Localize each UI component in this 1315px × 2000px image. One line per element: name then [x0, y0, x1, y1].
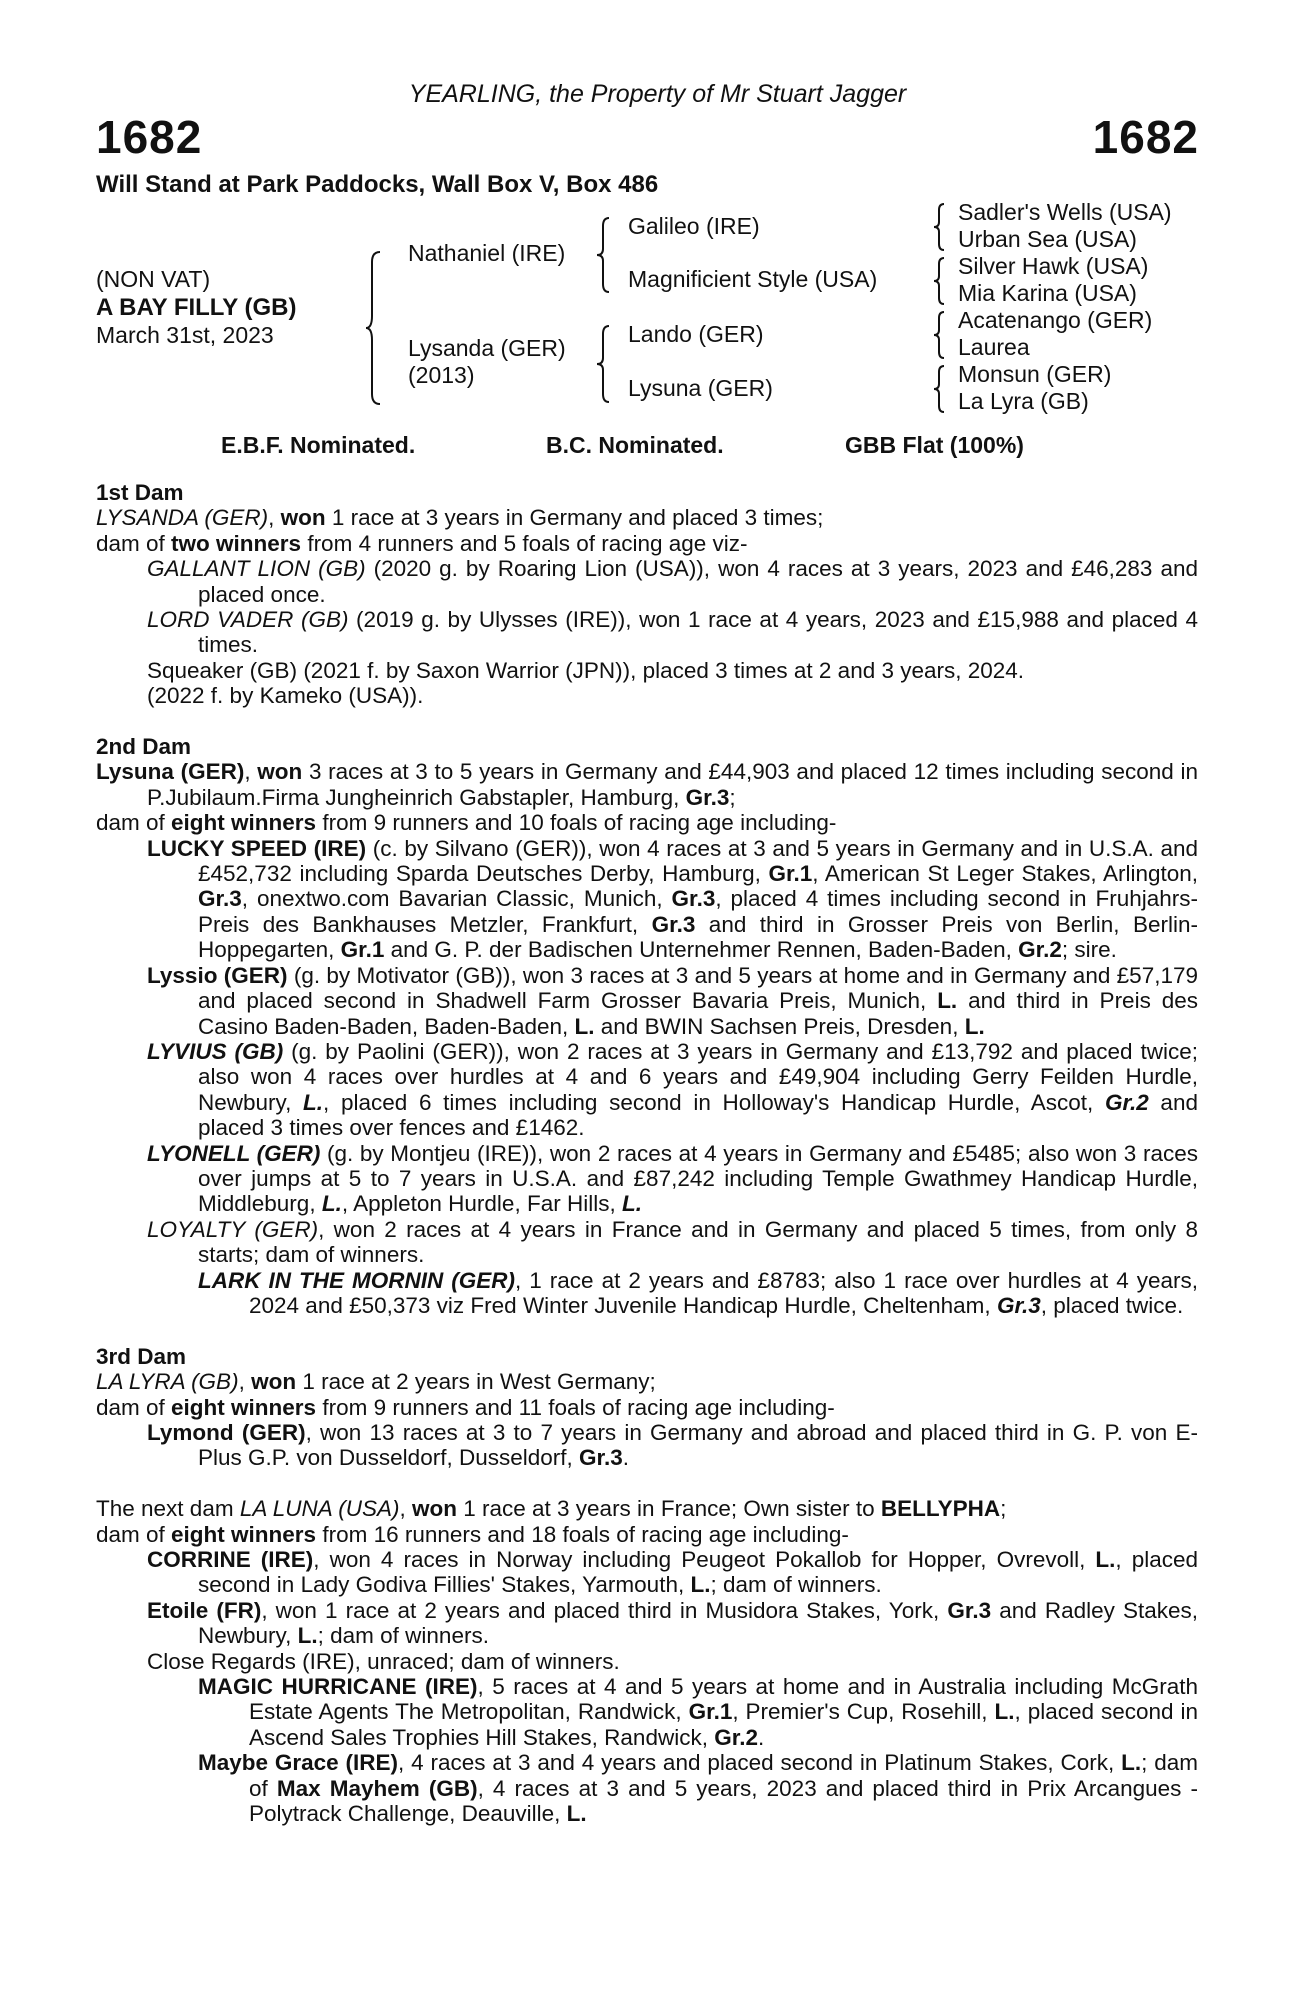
- emphasis-text: CORRINE (IRE): [147, 1547, 314, 1573]
- section-title: 1st Dam: [96, 480, 184, 505]
- lot-number-right: 1682: [1092, 111, 1199, 163]
- emphasis-text: L.: [621, 1191, 642, 1217]
- entry-text: ,: [399, 1496, 412, 1522]
- record-entry: [96, 1649, 1198, 1674]
- emphasis-text: won: [251, 1369, 297, 1395]
- emphasis-text: LA LUNA (USA): [239, 1496, 400, 1522]
- emphasis-text: Gr.3: [947, 1597, 992, 1623]
- emphasis-text: Gr.1: [688, 1699, 733, 1725]
- record-entry: [96, 556, 1198, 607]
- record-entry: [96, 1420, 1198, 1471]
- stand-location: Will Stand at Park Paddocks, Wall Box V, Box 486: [96, 171, 659, 198]
- entry-text: ;: [729, 784, 736, 810]
- record-entry: [96, 1217, 1198, 1268]
- gbb-flat: GBB Flat (100%): [845, 432, 1024, 458]
- emphasis-text: Etoile (FR): [147, 1597, 262, 1623]
- entry-text: and third in Grosser Preis von Berlin, Berlin-Hoppegarten,: [198, 911, 1198, 963]
- vat-status: (NON VAT): [96, 266, 211, 292]
- entry-text: Close Regards (IRE), unraced; dam of winners.: [147, 1648, 620, 1674]
- emphasis-text: Gr.3: [671, 886, 716, 912]
- emphasis-text: L.: [574, 1013, 595, 1039]
- entry-text: , won 13 races at 3 to 7 years in Germany and abroad and placed third in G. P. von E-Plus G.P. von Dusseldorf, Dusseldorf,: [198, 1420, 1199, 1471]
- ancestor: La Lyra (GB): [958, 388, 1089, 414]
- record-entry: [96, 658, 1198, 683]
- entry-text: , placed second in Ascend Sales Trophies Hill Stakes, Randwick,: [249, 1699, 1198, 1750]
- emphasis-text: MAGIC HURRICANE (IRE): [198, 1674, 478, 1700]
- dam-section: [96, 480, 1198, 709]
- entry-text: ; dam of winners.: [317, 1623, 489, 1649]
- produce-record: [96, 480, 1198, 1852]
- entry-text: , 1 race at 2 years and £8783; also 1 race over hurdles at 4 years, 2024 and £50,373 viz Fred Winter Juvenile Handicap Hurdle, Cheltenham,: [249, 1267, 1198, 1318]
- entry-text: (2020 g. by Roaring Lion (USA)), won 4 races at 3 years, 2023 and £46,283 and placed once.: [198, 556, 1199, 607]
- emphasis-text: two winners: [171, 530, 302, 556]
- emphasis-text: LOYALTY (GER): [147, 1216, 319, 1242]
- entry-text: ; dam of: [249, 1750, 1198, 1801]
- record-entry: [96, 531, 1198, 556]
- emphasis-text: won: [257, 759, 303, 785]
- entry-text: , placed twice.: [1040, 1292, 1184, 1318]
- emphasis-text: won: [280, 505, 326, 531]
- record-entry: [96, 1395, 1198, 1420]
- record-entry: [96, 1674, 1198, 1750]
- emphasis-text: L.: [690, 1572, 711, 1598]
- record-entry: [96, 1039, 1198, 1141]
- entry-text: dam of: [96, 1521, 172, 1547]
- horse-name: A BAY FILLY (GB): [96, 294, 297, 321]
- entry-text: , won 2 races at 4 years in France and in Germany and placed 5 times, from only 8 starts; dam of winners.: [198, 1216, 1198, 1268]
- record-entry: [96, 759, 1198, 810]
- record-entry: [96, 836, 1198, 963]
- consignor-heading: YEARLING, the Property of Mr Stuart Jagger: [408, 80, 907, 108]
- emphasis-text: eight winners: [171, 1521, 317, 1547]
- ancestor: Monsun (GER): [958, 361, 1112, 387]
- emphasis-text: eight winners: [171, 1394, 317, 1420]
- record-entry: [96, 963, 1198, 1039]
- sire-sire: Galileo (IRE): [628, 213, 760, 239]
- emphasis-text: Gr.1: [768, 861, 813, 887]
- entry-text: , 5 races at 4 and 5 years at home and in Australia including McGrath Estate Agents The Metropolitan, Randwick,: [249, 1674, 1198, 1725]
- entry-text: ,: [268, 505, 281, 531]
- entry-text: .: [758, 1724, 765, 1750]
- emphasis-text: LUCKY SPEED (IRE): [147, 835, 367, 861]
- entry-text: (2022 f. by Kameko (USA)).: [147, 683, 424, 709]
- emphasis-text: L.: [964, 1013, 985, 1039]
- record-entry: [96, 1598, 1198, 1649]
- entry-text: 1 race at 3 years in France; Own sister to: [456, 1496, 881, 1522]
- emphasis-text: L.: [1095, 1547, 1116, 1573]
- entry-text: , placed 4 times including second in Fruhjahrs-Preis des Bankhauses Metzler, Frankfurt,: [198, 886, 1198, 937]
- emphasis-text: L.: [303, 1089, 324, 1115]
- emphasis-text: Gr.2: [1018, 937, 1062, 963]
- entry-text: from 9 runners and 11 foals of racing age including-: [316, 1394, 835, 1420]
- entry-text: from 16 runners and 18 foals of racing age including-: [316, 1521, 849, 1547]
- entry-text: Squeaker (GB) (2021 f. by Saxon Warrior (JPN)), placed 3 times at 2 and 3 years, 2024.: [147, 657, 1025, 683]
- entry-text: (g. by Motivator (GB)), won 3 races at 3 and 5 years at home and in Germany and £57,179 and placed second in Shadwell Farm Grosser Bavaria Preis, Munich,: [198, 962, 1198, 1014]
- entry-text: and Radley Stakes, Newbury,: [198, 1597, 1198, 1649]
- emphasis-text: LYVIUS (GB): [147, 1038, 284, 1064]
- dam-sire: Lando (GER): [628, 321, 764, 347]
- dam-year: (2013): [408, 362, 475, 388]
- emphasis-text: Lymond (GER): [147, 1420, 306, 1445]
- emphasis-text: Gr.3: [996, 1292, 1041, 1318]
- brace-g3-4: [934, 364, 946, 414]
- entry-text: (g. by Paolini (GER)), won 2 races at 3 years in Germany and £13,792 and placed twice; also won 4 races over hurdles at 4 and 6 years and £49,904 including Gerry Feilden Hurdle, Newbury,: [198, 1038, 1198, 1115]
- dam-dam: Lysuna (GER): [628, 375, 773, 401]
- entry-text: dam of: [96, 1394, 172, 1420]
- record-entry: [96, 1369, 1198, 1394]
- lot-number-left: 1682: [96, 111, 203, 163]
- record-entry: [96, 1547, 1198, 1598]
- ancestor: Urban Sea (USA): [958, 226, 1137, 252]
- entry-text: and G. P. der Badischen Unternehmer Rennen, Baden-Baden,: [384, 937, 1019, 963]
- record-entry: [96, 607, 1198, 658]
- section-title: 3rd Dam: [96, 1343, 187, 1369]
- entry-text: ; dam of winners.: [710, 1572, 882, 1598]
- entry-text: (c. by Silvano (GER)), won 4 races at 3 and 5 years in Germany and in U.S.A. and £452,732 including Sparda Deutsches Derby, Hamburg,: [198, 835, 1198, 887]
- entry-text: ; sire.: [1061, 937, 1117, 963]
- emphasis-text: won: [411, 1496, 457, 1522]
- record-entry: [96, 683, 1198, 708]
- entry-text: , won 4 races in Norway including Peugeot Pokallob for Hopper, Ovrevoll,: [313, 1547, 1096, 1573]
- record-entry: [96, 1268, 1198, 1319]
- emphasis-text: BELLYPHA: [880, 1496, 1001, 1522]
- emphasis-text: Lyssio (GER): [147, 962, 288, 988]
- entry-text: 1 race at 3 years in Germany and placed 3 times;: [325, 505, 824, 531]
- ancestor: Silver Hawk (USA): [958, 253, 1149, 279]
- entry-text: from 4 runners and 5 foals of racing age viz-: [301, 530, 748, 556]
- emphasis-text: L.: [321, 1191, 342, 1217]
- entry-text: dam of: [96, 810, 172, 836]
- ancestor: Mia Karina (USA): [958, 280, 1137, 306]
- record-entry: [96, 505, 1198, 530]
- ebf-nomination: E.B.F. Nominated.: [221, 432, 416, 458]
- brace-sire: [597, 216, 611, 294]
- dam: Lysanda (GER): [408, 335, 566, 361]
- entry-text: , placed second in Lady Godiva Fillies' Stakes, Yarmouth,: [198, 1547, 1199, 1598]
- sire-dam: Magnificient Style (USA): [628, 266, 878, 292]
- entry-text: and placed 3 times over fences and £1462.: [198, 1089, 1198, 1141]
- entry-text: , 4 races at 3 and 4 years and placed second in Platinum Stakes, Cork,: [398, 1750, 1122, 1776]
- entry-text: 1 race at 2 years in West Germany;: [296, 1369, 656, 1395]
- entry-text: (g. by Montjeu (IRE)), won 2 races at 4 years in Germany and £5485; also won 3 races over jumps at 5 to 7 years in U.S.A. and £87,242 including Temple Gwathmey Handicap Hurdle, Middleburg,: [198, 1140, 1198, 1217]
- dam-section: [96, 1344, 1198, 1471]
- ancestor: Acatenango (GER): [958, 307, 1153, 333]
- ancestor: Sadler's Wells (USA): [958, 199, 1172, 225]
- entry-text: and third in Preis des Casino Baden-Baden, Baden-Baden,: [198, 988, 1198, 1039]
- entry-text: , 4 races at 3 and 5 years, 2023 and placed third in Prix Arcangues - Polytrack Challenge, Deauville,: [249, 1775, 1198, 1827]
- brace-dam: [597, 324, 611, 404]
- entry-text: , American St Leger Stakes, Arlington,: [812, 861, 1198, 887]
- entry-text: .: [622, 1445, 630, 1471]
- entry-text: (2019 g. by Ulysses (IRE)), won 1 race at 4 years, 2023 and £15,988 and placed 4 times.: [198, 607, 1198, 658]
- brace-g3-1: [934, 202, 946, 252]
- emphasis-text: Gr.3: [198, 886, 242, 912]
- entry-text: from 9 runners and 10 foals of racing age including-: [316, 810, 837, 836]
- entry-text: , placed 6 times including second in Holloway's Handicap Hurdle, Ascot,: [323, 1089, 1105, 1115]
- entry-text: , won 1 race at 2 years and placed third in Musidora Stakes, York,: [261, 1597, 948, 1623]
- entry-text: 3 races at 3 to 5 years in Germany and £44,903 and placed 12 times including second in P.Jubilaum.Firma Jungheinrich Gabstapler, Hamburg,: [147, 759, 1198, 810]
- emphasis-text: LYONELL (GER): [147, 1140, 321, 1166]
- emphasis-text: L.: [994, 1699, 1015, 1725]
- emphasis-text: Gr.3: [685, 784, 730, 810]
- emphasis-text: Max Mayhem (GB): [276, 1775, 478, 1801]
- emphasis-text: LARK IN THE MORNIN (GER): [198, 1267, 516, 1293]
- emphasis-text: LA LYRA (GB): [96, 1369, 239, 1395]
- entry-text: and BWIN Sachsen Preis, Dresden,: [594, 1013, 965, 1039]
- emphasis-text: L.: [566, 1801, 587, 1827]
- entry-text: ,: [238, 1369, 252, 1395]
- record-entry: [96, 1141, 1198, 1217]
- emphasis-text: Lysuna (GER): [96, 759, 245, 785]
- section-title: 2nd Dam: [96, 734, 192, 760]
- record-entry: [96, 1496, 1198, 1521]
- emphasis-text: Gr.1: [340, 937, 385, 963]
- entry-text: , Appleton Hurdle, Far Hills,: [341, 1191, 622, 1217]
- emphasis-text: Maybe Grace (IRE): [198, 1750, 399, 1776]
- entry-text: ;: [1000, 1496, 1007, 1522]
- emphasis-text: Gr.2: [1104, 1089, 1149, 1115]
- emphasis-text: Gr.2: [714, 1724, 758, 1750]
- brace-g3-3: [934, 310, 946, 360]
- brace-g3-2: [934, 256, 946, 306]
- record-entry: [96, 810, 1198, 835]
- entry-text: dam of: [96, 530, 172, 556]
- emphasis-text: L.: [937, 988, 958, 1014]
- emphasis-text: Gr.3: [579, 1445, 623, 1471]
- emphasis-text: Gr.3: [651, 911, 696, 937]
- brace-main: [366, 250, 382, 406]
- entry-text: The next dam: [96, 1496, 240, 1522]
- dam-section: [96, 1496, 1198, 1826]
- emphasis-text: L.: [1121, 1750, 1142, 1776]
- emphasis-text: L.: [297, 1623, 318, 1649]
- emphasis-text: LORD VADER (GB): [147, 607, 349, 633]
- ancestor: Laurea: [958, 334, 1030, 360]
- record-entry: [96, 1522, 1198, 1547]
- emphasis-text: LYSANDA (GER): [96, 505, 269, 531]
- sire: Nathaniel (IRE): [408, 240, 566, 266]
- record-entry: [96, 1750, 1198, 1826]
- foaling-date: March 31st, 2023: [96, 322, 274, 348]
- entry-text: ,: [244, 759, 258, 785]
- entry-text: , onextwo.com Bavarian Classic, Munich,: [241, 886, 672, 912]
- emphasis-text: GALLANT LION (GB): [147, 556, 366, 582]
- emphasis-text: eight winners: [171, 810, 317, 836]
- dam-section: [96, 734, 1198, 1318]
- bc-nomination: B.C. Nominated.: [546, 432, 724, 458]
- entry-text: , Premier's Cup, Rosehill,: [732, 1699, 995, 1725]
